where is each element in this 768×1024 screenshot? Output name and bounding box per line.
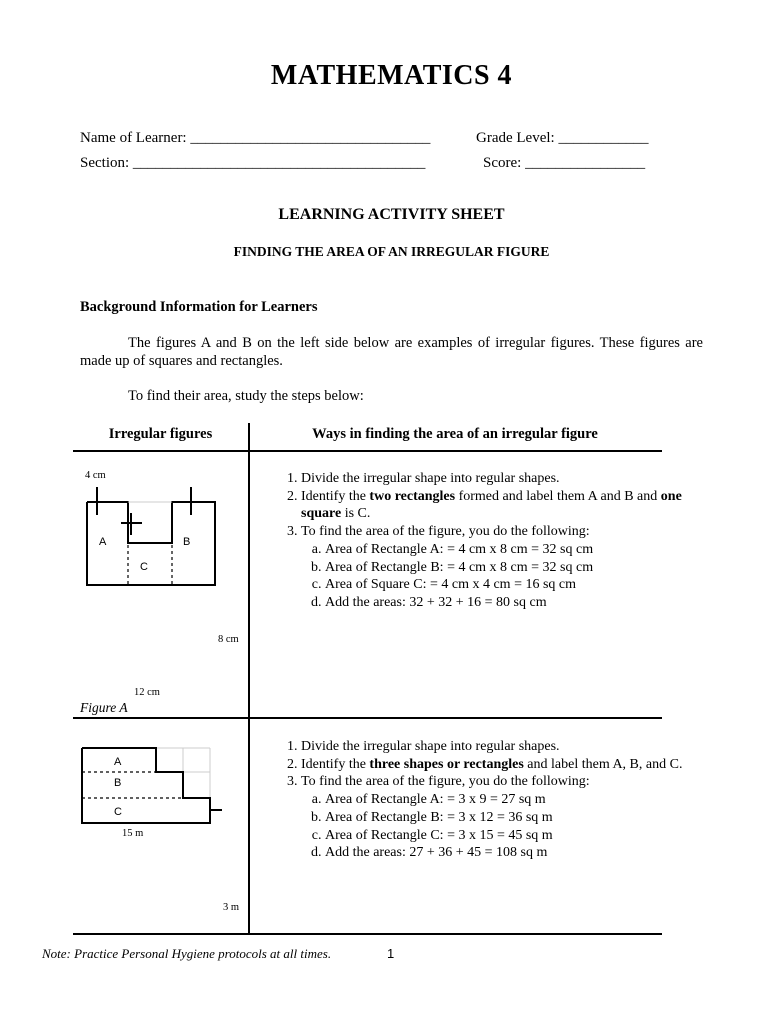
figure-b-steps bbox=[279, 738, 683, 862]
figure-a-caption: Figure A bbox=[80, 700, 128, 715]
table-column-divider bbox=[248, 423, 250, 934]
figure-b-label-b: B bbox=[114, 777, 122, 789]
table-header-rule bbox=[73, 450, 662, 452]
step-1: 1. Divide the irregular shape into regular shapes. bbox=[301, 738, 683, 756]
figure-a-bottom-dimension: 12 cm bbox=[134, 687, 160, 698]
figure-a-label-c: C bbox=[140, 561, 148, 573]
substep-d: d. Add the areas: 32 + 32 + 16 = 80 sq cm bbox=[325, 594, 683, 612]
background-paragraph-1: The figures A and B on the left side below are examples of irregular figures. These figures are made up of squares and rectangles. bbox=[80, 335, 703, 369]
figure-a-steps bbox=[279, 470, 683, 612]
topic-title: FINDING THE AREA OF AN IRREGULAR FIGURE bbox=[233, 244, 550, 259]
table-row-divider bbox=[73, 717, 662, 719]
background-paragraph-2: To find their area, study the steps below: bbox=[128, 388, 364, 404]
step-2: 2. Identify the two rectangles formed and label them A and B and one square is C. bbox=[301, 488, 683, 523]
step-2: 2. Identify the three shapes or rectangles and label them A, B, and C. bbox=[301, 756, 683, 774]
step-1: 1. Divide the irregular shape into regular shapes. bbox=[301, 470, 683, 488]
column-header-figures: Irregular figures bbox=[108, 426, 213, 442]
substep-c: c. Area of Rectangle C: = 3 x 15 = 45 sq m bbox=[325, 827, 683, 845]
section-field bbox=[80, 155, 425, 172]
column-header-ways: Ways in finding the area of an irregular figure bbox=[312, 426, 598, 442]
substep-b: b. Area of Rectangle B: = 4 cm x 8 cm = 32 sq cm bbox=[325, 559, 683, 577]
figure-b-outline bbox=[82, 748, 210, 823]
grade-label: Grade Level: bbox=[476, 130, 555, 146]
figure-b-side-dimension: 3 m bbox=[223, 902, 240, 913]
section-blank: _______________________________________ bbox=[132, 155, 426, 171]
document-title: MATHEMATICS 4 bbox=[270, 60, 513, 91]
substep-a: a. Area of Rectangle A: = 3 x 9 = 27 sq m bbox=[325, 791, 683, 809]
name-of-learner-field bbox=[80, 130, 430, 147]
table-bottom-rule bbox=[73, 933, 662, 935]
substep-a: a. Area of Rectangle A: = 4 cm x 8 cm = 32 sq cm bbox=[325, 541, 683, 559]
score-field bbox=[483, 155, 645, 172]
figure-a-diagram bbox=[80, 465, 245, 595]
score-blank: ________________ bbox=[525, 155, 646, 171]
score-label: Score: bbox=[483, 155, 522, 171]
name-label: Name of Learner: bbox=[80, 130, 187, 146]
figure-a-top-dimension: 4 cm bbox=[85, 470, 106, 481]
substep-b: b. Area of Rectangle B: = 3 x 12 = 36 sq m bbox=[325, 809, 683, 827]
figure-a-label-b: B bbox=[183, 536, 191, 548]
substep-c: c. Area of Square C: = 4 cm x 4 cm = 16 sq cm bbox=[325, 576, 683, 594]
sheet-title: LEARNING ACTIVITY SHEET bbox=[278, 206, 505, 223]
grade-blank: ____________ bbox=[558, 130, 649, 146]
figure-b-label-c: C bbox=[114, 806, 122, 818]
grade-level-field bbox=[476, 130, 648, 147]
name-blank: ________________________________ bbox=[190, 130, 431, 146]
figure-b-diagram bbox=[78, 745, 240, 830]
section-label: Section: bbox=[80, 155, 130, 171]
figure-a-label-a: A bbox=[99, 536, 107, 548]
footer-note: Note: Practice Personal Hygiene protocols at all times. bbox=[42, 946, 332, 961]
substep-d: d. Add the areas: 27 + 36 + 45 = 108 sq m bbox=[325, 844, 683, 862]
page-number: 1 bbox=[387, 946, 395, 961]
figure-b-label-a: A bbox=[114, 756, 122, 768]
step-3: 3. To find the area of the figure, you do the following: a. Area of Rectangle A: = 3 x 9 = 27 sq m b. Area of Rectangle B: = 3 x 12 = 36 sq m c. Area of Rectangle C: = 3 x 15 = 45 sq m d. Add the areas: 27 + 36 + 45 = 108 sq m bbox=[301, 773, 683, 862]
figure-a-side-dimension: 8 cm bbox=[218, 634, 239, 645]
background-heading: Background Information for Learners bbox=[80, 299, 318, 315]
figure-b-bottom-dimension: 15 m bbox=[122, 828, 144, 839]
step-3: 3. To find the area of the figure, you do the following: a. Area of Rectangle A: = 4 cm x 8 cm = 32 sq cm b. Area of Rectangle B: = 4 cm x 8 cm = 32 sq cm c. Area of Square C: = 4 cm x 4 cm = 16 sq cm d. Add the areas: 32 + 32 + 16 = 80 sq cm bbox=[301, 523, 683, 612]
